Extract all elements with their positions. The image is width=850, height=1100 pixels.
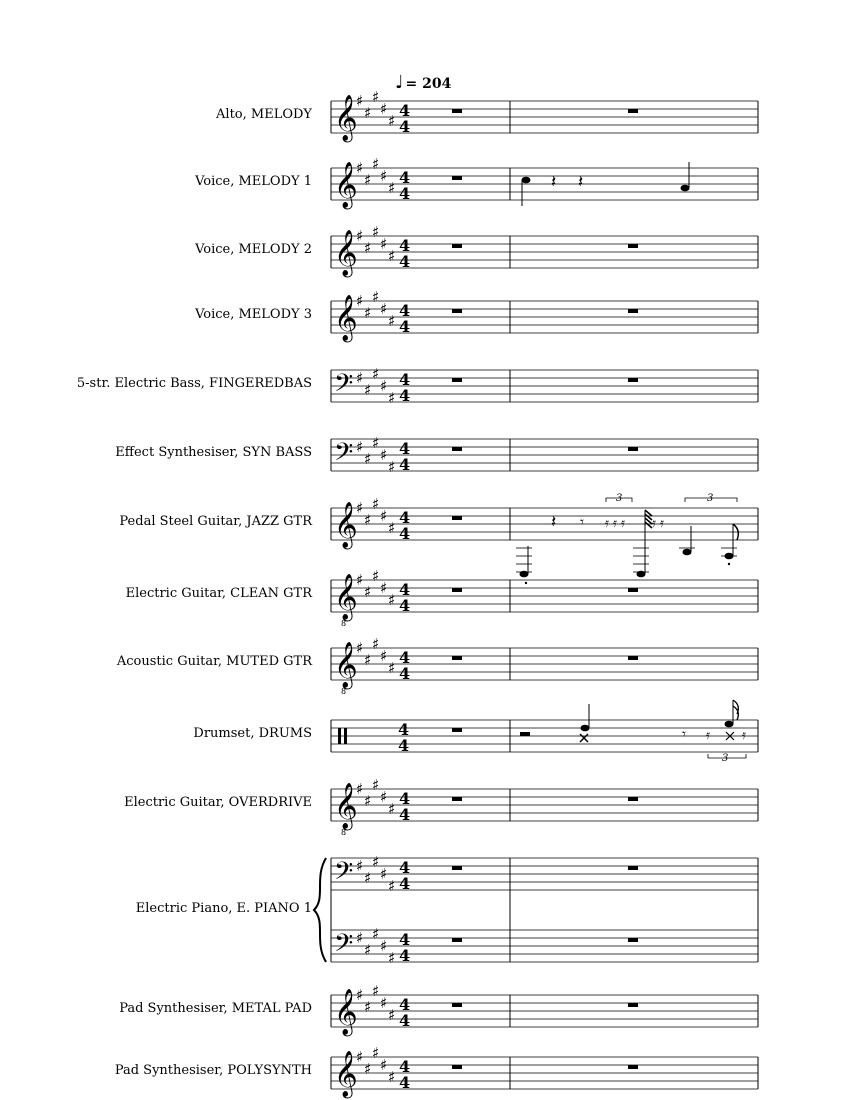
sharp-icon: ♯	[388, 112, 396, 130]
bass-clef-icon: 𝄢	[334, 857, 354, 892]
sharp-icon: ♯	[356, 369, 364, 387]
time-signature-numerator: 4	[398, 720, 410, 739]
sharp-icon: ♯	[356, 1048, 364, 1066]
sharp-icon: ♯	[380, 647, 388, 665]
octave-marker-icon: 8	[341, 619, 347, 628]
quarter-rest-icon: 𝄽	[578, 172, 584, 192]
bass-clef-icon: 𝄢	[334, 369, 354, 404]
treble-clef-icon: 𝄞	[334, 1051, 358, 1097]
instrument-label: Electric Guitar, OVERDRIVE	[124, 795, 312, 810]
treble-clef-icon: 𝄞	[334, 783, 358, 829]
time-signature-numerator: 4	[399, 508, 411, 527]
time-signature-denominator: 4	[399, 805, 411, 824]
sharp-icon: ♯	[356, 857, 364, 875]
treble-clef-icon: 𝄞	[334, 502, 358, 548]
sharp-icon: ♯	[356, 438, 364, 456]
time-signature-denominator: 4	[399, 117, 411, 136]
sharp-icon: ♯	[364, 511, 372, 529]
time-signature-denominator: 4	[399, 874, 411, 893]
sharp-icon: ♯	[388, 877, 396, 895]
sharp-icon: ♯	[356, 499, 364, 517]
sharp-icon: ♯	[372, 925, 380, 943]
sharp-icon: ♯	[356, 227, 364, 245]
sharp-icon: ♯	[380, 507, 388, 525]
sharp-icon: ♯	[388, 389, 396, 407]
sharp-icon: ♯	[372, 635, 380, 653]
quarter-rest-icon: 𝄽	[551, 512, 557, 532]
quarter-rest-icon: 𝄽	[551, 172, 557, 192]
sharp-icon: ♯	[364, 792, 372, 810]
treble-clef-icon: 𝄞	[334, 574, 358, 620]
sharp-icon: ♯	[364, 450, 372, 468]
time-signature-numerator: 4	[399, 789, 411, 808]
sixteenth-rest-icon: 𝄿	[613, 516, 617, 531]
sixteenth-rest-icon: 𝄿	[742, 728, 746, 743]
sharp-icon: ♯	[388, 800, 396, 818]
sharp-icon: ♯	[364, 1060, 372, 1078]
sharp-icon: ♯	[388, 659, 396, 677]
sixteenth-rest-icon: 𝄿	[706, 728, 710, 743]
sharp-icon: ♯	[388, 519, 396, 537]
sharp-icon: ♯	[380, 377, 388, 395]
sharp-icon: ♯	[364, 239, 372, 257]
instrument-label: 5-str. Electric Bass, FINGEREDBAS	[76, 376, 312, 391]
sharp-icon: ♯	[364, 651, 372, 669]
sharp-icon: ♯	[356, 292, 364, 310]
sharp-icon: ♯	[388, 591, 396, 609]
sharp-icon: ♯	[372, 495, 380, 513]
treble-clef-icon: 𝄞	[334, 95, 358, 141]
sixteenth-rest-icon: 𝄿	[621, 516, 625, 531]
sharp-icon: ♯	[364, 998, 372, 1016]
sharp-icon: ♯	[388, 247, 396, 265]
sharp-icon: ♯	[364, 171, 372, 189]
sharp-icon: ♯	[372, 434, 380, 452]
treble-clef-icon: 𝄞	[334, 989, 358, 1035]
time-signature-denominator: 4	[399, 317, 411, 336]
instrument-label: Voice, MELODY 1	[195, 174, 312, 189]
tuplet-number: 3	[722, 753, 729, 764]
time-signature-denominator: 4	[399, 252, 411, 271]
time-signature-denominator: 4	[399, 664, 411, 683]
sixteenth-rest-icon: 𝄿	[660, 516, 664, 531]
treble-clef-icon: 𝄞	[334, 642, 358, 688]
sharp-icon: ♯	[388, 1006, 396, 1024]
time-signature-numerator: 4	[399, 370, 411, 389]
sharp-icon: ♯	[380, 788, 388, 806]
sharp-icon: ♯	[388, 458, 396, 476]
time-signature-denominator: 4	[399, 596, 411, 615]
instrument-label: Acoustic Guitar, MUTED GTR	[116, 654, 312, 669]
instrument-label: Voice, MELODY 3	[195, 307, 312, 322]
sharp-icon: ♯	[372, 776, 380, 794]
eighth-rest-icon: 𝄾	[682, 725, 686, 743]
bass-clef-icon: 𝄢	[334, 929, 354, 964]
time-signature-numerator: 4	[399, 858, 411, 877]
tempo-value: = 204	[405, 76, 452, 92]
sharp-icon: ♯	[356, 639, 364, 657]
time-signature-numerator: 4	[399, 580, 411, 599]
sharp-icon: ♯	[372, 853, 380, 871]
sharp-icon: ♯	[380, 100, 388, 118]
bass-clef-icon: 𝄢	[334, 438, 354, 473]
sharp-icon: ♯	[364, 304, 372, 322]
treble-clef-icon: 𝄞	[334, 230, 358, 276]
instrument-label: Electric Piano, E. PIANO 1	[135, 901, 312, 916]
sharp-icon: ♯	[372, 223, 380, 241]
sharp-icon: ♯	[388, 1068, 396, 1086]
sharp-icon: ♯	[388, 179, 396, 197]
sharp-icon: ♯	[356, 159, 364, 177]
time-signature-numerator: 4	[399, 101, 411, 120]
time-signature-numerator: 4	[399, 995, 411, 1014]
sharp-icon: ♯	[380, 446, 388, 464]
time-signature-numerator: 4	[399, 168, 411, 187]
sharp-icon: ♯	[356, 571, 364, 589]
time-signature-numerator: 4	[399, 236, 411, 255]
sixteenth-rest-icon: 𝄿	[652, 516, 656, 531]
sharp-icon: ♯	[372, 567, 380, 585]
sharp-icon: ♯	[364, 869, 372, 887]
sharp-icon: ♯	[380, 937, 388, 955]
time-signature-numerator: 4	[399, 648, 411, 667]
time-signature-denominator: 4	[399, 946, 411, 965]
sharp-icon: ♯	[372, 982, 380, 1000]
instrument-label: Pedal Steel Guitar, JAZZ GTR	[119, 514, 312, 529]
sharp-icon: ♯	[356, 986, 364, 1004]
instrument-label: Alto, MELODY	[216, 107, 312, 122]
instrument-label: Electric Guitar, CLEAN GTR	[125, 586, 312, 601]
time-signature-denominator: 4	[399, 386, 411, 405]
time-signature-denominator: 4	[398, 736, 410, 755]
time-signature-denominator: 4	[399, 524, 411, 543]
sharp-icon: ♯	[380, 865, 388, 883]
instrument-label: Pad Synthesiser, METAL PAD	[119, 1001, 312, 1016]
sharp-icon: ♯	[364, 941, 372, 959]
sharp-icon: ♯	[380, 579, 388, 597]
sharp-icon: ♯	[388, 312, 396, 330]
quarter-note-icon: ♩	[395, 72, 404, 93]
treble-clef-icon: 𝄞	[334, 295, 358, 341]
sixteenth-rest-icon: 𝄿	[605, 516, 609, 531]
time-signature-numerator: 4	[399, 439, 411, 458]
sharp-icon: ♯	[380, 235, 388, 253]
sharp-icon: ♯	[364, 104, 372, 122]
tuplet-number: 3	[707, 493, 714, 504]
sharp-icon: ♯	[372, 365, 380, 383]
time-signature-denominator: 4	[399, 1073, 411, 1092]
tuplet-number: 3	[616, 493, 623, 504]
octave-marker-icon: 8	[341, 687, 347, 696]
sharp-icon: ♯	[372, 88, 380, 106]
treble-clef-icon: 𝄞	[334, 162, 358, 208]
instrument-label: Drumset, DRUMS	[193, 726, 312, 741]
sharp-icon: ♯	[372, 288, 380, 306]
sharp-icon: ♯	[372, 1044, 380, 1062]
time-signature-numerator: 4	[399, 301, 411, 320]
sharp-icon: ♯	[356, 929, 364, 947]
instrument-label: Voice, MELODY 2	[195, 242, 312, 257]
octave-marker-icon: 8	[341, 828, 347, 837]
sharp-icon: ♯	[380, 300, 388, 318]
sharp-icon: ♯	[356, 92, 364, 110]
tempo-marking	[395, 72, 451, 93]
sharp-icon: ♯	[380, 1056, 388, 1074]
sharp-icon: ♯	[356, 780, 364, 798]
sharp-icon: ♯	[380, 994, 388, 1012]
instrument-label: Pad Synthesiser, POLYSYNTH	[114, 1063, 312, 1078]
time-signature-numerator: 4	[399, 930, 411, 949]
instrument-label: Effect Synthesiser, SYN BASS	[115, 445, 312, 460]
sharp-icon: ♯	[364, 381, 372, 399]
time-signature-numerator: 4	[399, 1057, 411, 1076]
time-signature-denominator: 4	[399, 455, 411, 474]
sharp-icon: ♯	[364, 583, 372, 601]
sharp-icon: ♯	[380, 167, 388, 185]
eighth-rest-icon: 𝄾	[580, 513, 584, 531]
time-signature-denominator: 4	[399, 1011, 411, 1030]
sharp-icon: ♯	[372, 155, 380, 173]
time-signature-denominator: 4	[399, 184, 411, 203]
sharp-icon: ♯	[388, 949, 396, 967]
